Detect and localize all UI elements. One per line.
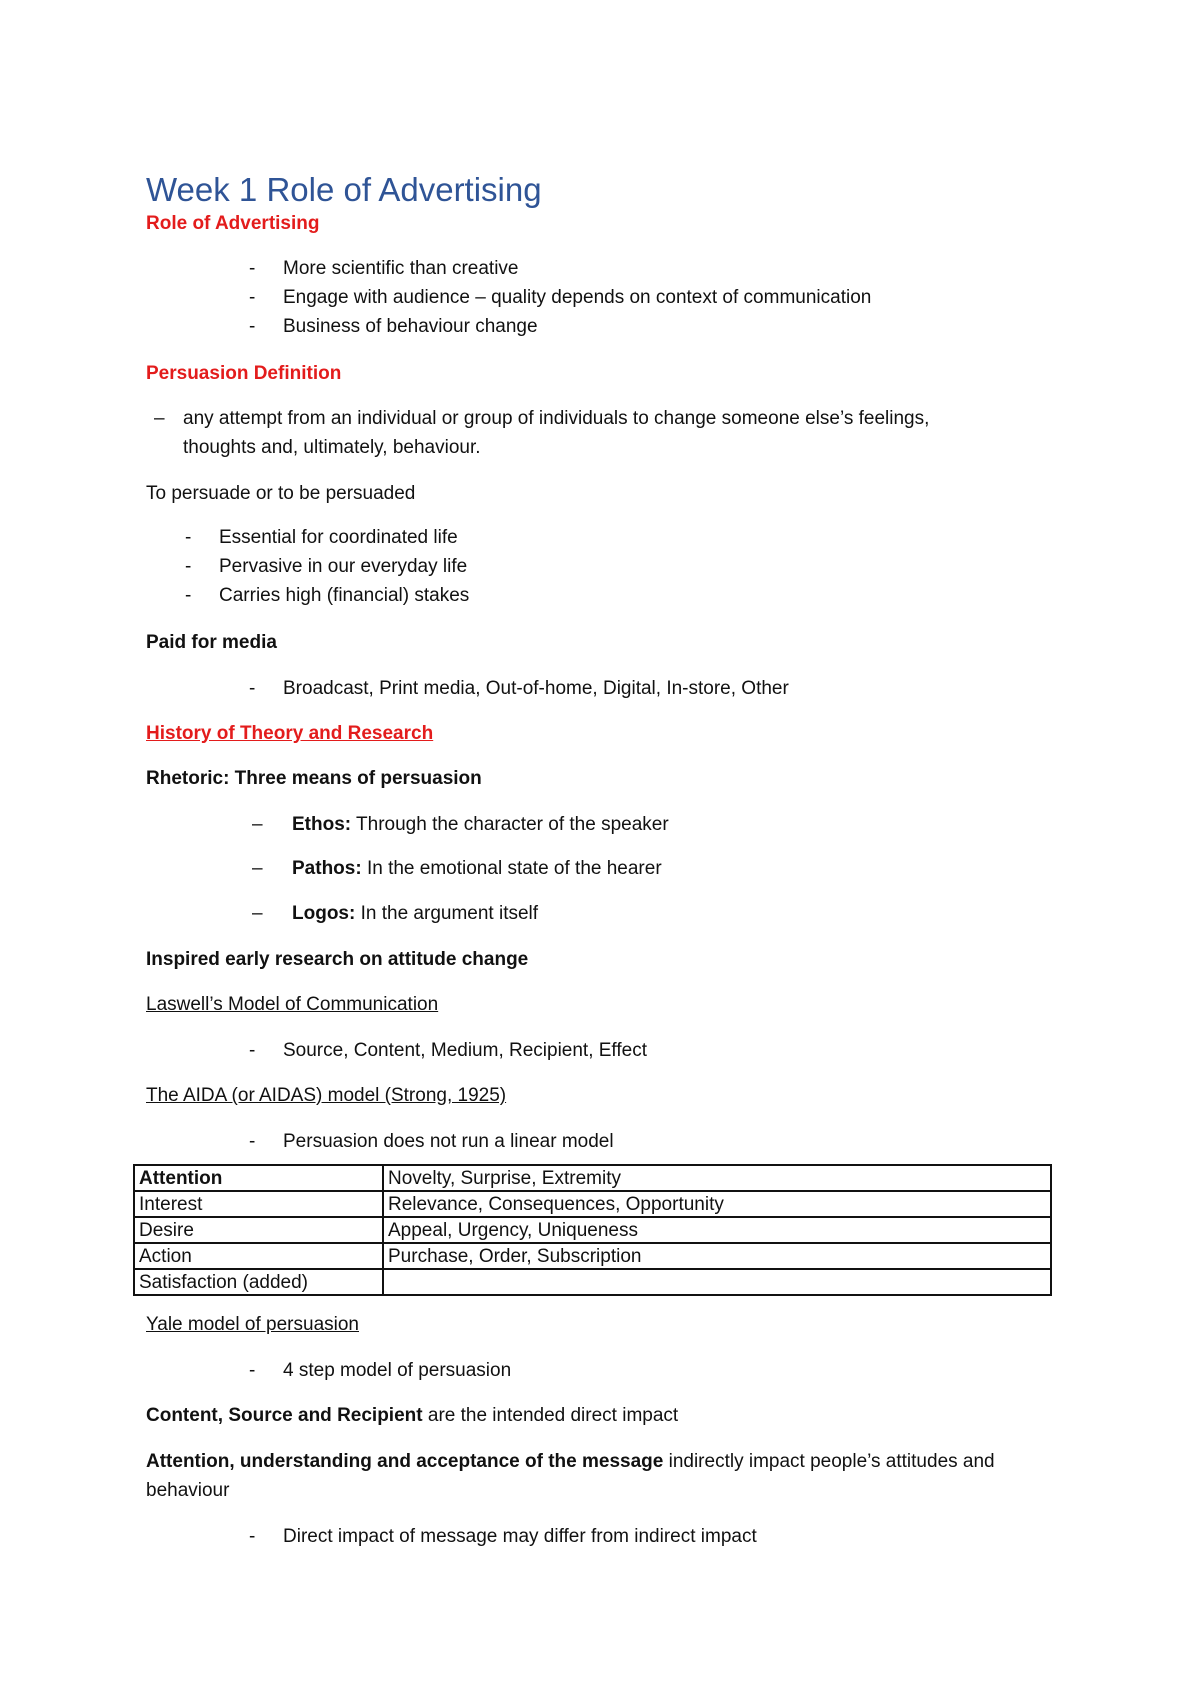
history-heading: History of Theory and Research: [146, 723, 434, 744]
aida-stage-cell: Action: [134, 1243, 383, 1269]
rhetoric-item: [292, 813, 669, 837]
paid-media-item: Broadcast, Print media, Out-of-home, Digital, In-store, Other: [283, 678, 789, 699]
aida-factors-cell: Appeal, Urgency, Uniqueness: [383, 1217, 1051, 1243]
persuade-item: Carries high (financial) stakes: [219, 585, 470, 606]
bullet-dash: -: [249, 1360, 256, 1381]
role-item: Business of behaviour change: [283, 316, 538, 337]
persuade-item: Essential for coordinated life: [219, 527, 458, 548]
inspired-heading: Inspired early research on attitude change: [146, 949, 529, 970]
aida-factors-cell: Purchase, Order, Subscription: [383, 1243, 1051, 1269]
aida-stage-cell: Satisfaction (added): [134, 1269, 383, 1295]
persuade-item: Pervasive in our everyday life: [219, 556, 468, 577]
laswell-heading: Laswell’s Model of Communication: [146, 994, 439, 1015]
bullet-dash: -: [249, 287, 256, 308]
bullet-dash: –: [154, 408, 165, 429]
table-row: [134, 1191, 1051, 1217]
table-row: [134, 1165, 1051, 1191]
aida-table: [133, 1164, 1052, 1296]
paragraph-bold: Attention, understanding and acceptance of the message: [146, 1451, 664, 1472]
laswell-item: Source, Content, Medium, Recipient, Effect: [283, 1040, 647, 1061]
rhetoric-item: [292, 857, 662, 881]
aida-stage-cell: Attention: [134, 1165, 383, 1191]
paid-media-heading: Paid for media: [146, 632, 277, 653]
rhetoric-text: Through the character of the speaker: [351, 814, 669, 835]
aida-heading: The AIDA (or AIDAS) model (Strong, 1925): [146, 1085, 507, 1106]
role-item: More scientific than creative: [283, 258, 519, 279]
rhetoric-term: Ethos:: [292, 814, 352, 835]
aida-factors-cell: Relevance, Consequences, Opportunity: [383, 1191, 1051, 1217]
bullet-dash: –: [252, 903, 263, 924]
paragraph-continuation: behaviour: [146, 1480, 230, 1501]
bullet-dash: –: [252, 858, 263, 879]
role-item: Engage with audience – quality depends on context of communication: [283, 287, 872, 308]
rhetoric-term: Pathos:: [292, 858, 362, 879]
page-title: Week 1 Role of Advertising: [146, 171, 542, 208]
bullet-dash: -: [185, 556, 192, 577]
yale-item: 4 step model of persuasion: [283, 1360, 512, 1381]
bullet-dash: -: [249, 258, 256, 279]
table-row: [134, 1217, 1051, 1243]
paragraph-bold: Content, Source and Recipient: [146, 1405, 423, 1426]
aida-factors-cell: Novelty, Surprise, Extremity: [383, 1165, 1051, 1191]
aida-item: Persuasion does not run a linear model: [283, 1131, 614, 1152]
bullet-dash: -: [249, 678, 256, 699]
paragraph-text: are the intended direct impact: [422, 1405, 679, 1426]
definition-line: thoughts and, ultimately, behaviour.: [183, 437, 481, 458]
rhetoric-item: [292, 902, 538, 926]
direct-impact-paragraph: [146, 1404, 678, 1428]
bullet-dash: -: [249, 1040, 256, 1061]
aida-stage-cell: Interest: [134, 1191, 383, 1217]
aida-stage-cell: Desire: [134, 1217, 383, 1243]
bullet-dash: -: [185, 585, 192, 606]
bullet-dash: -: [249, 1131, 256, 1152]
to-persuade-heading: To persuade or to be persuaded: [146, 483, 416, 504]
rhetoric-text: In the emotional state of the hearer: [361, 858, 662, 879]
table-row: [134, 1269, 1051, 1295]
bullet-dash: –: [252, 814, 263, 835]
persuasion-heading: Persuasion Definition: [146, 363, 342, 384]
definition-line: any attempt from an individual or group of individuals to change someone else’s feelings,: [183, 408, 930, 429]
bullet-dash: -: [249, 316, 256, 337]
aida-factors-cell: [383, 1269, 1051, 1295]
rhetoric-text: In the argument itself: [355, 903, 539, 924]
indirect-impact-paragraph: [146, 1450, 995, 1474]
bullet-dash: -: [185, 527, 192, 548]
yale-heading: Yale model of persuasion: [146, 1314, 359, 1335]
role-heading: Role of Advertising: [146, 213, 320, 234]
paragraph-text: indirectly impact people’s attitudes and: [663, 1451, 995, 1472]
bullet-dash: -: [249, 1526, 256, 1547]
rhetoric-heading: Rhetoric: Three means of persuasion: [146, 768, 482, 789]
table-row: [134, 1243, 1051, 1269]
direct-impact-item: Direct impact of message may differ from indirect impact: [283, 1526, 757, 1547]
rhetoric-term: Logos:: [292, 903, 356, 924]
